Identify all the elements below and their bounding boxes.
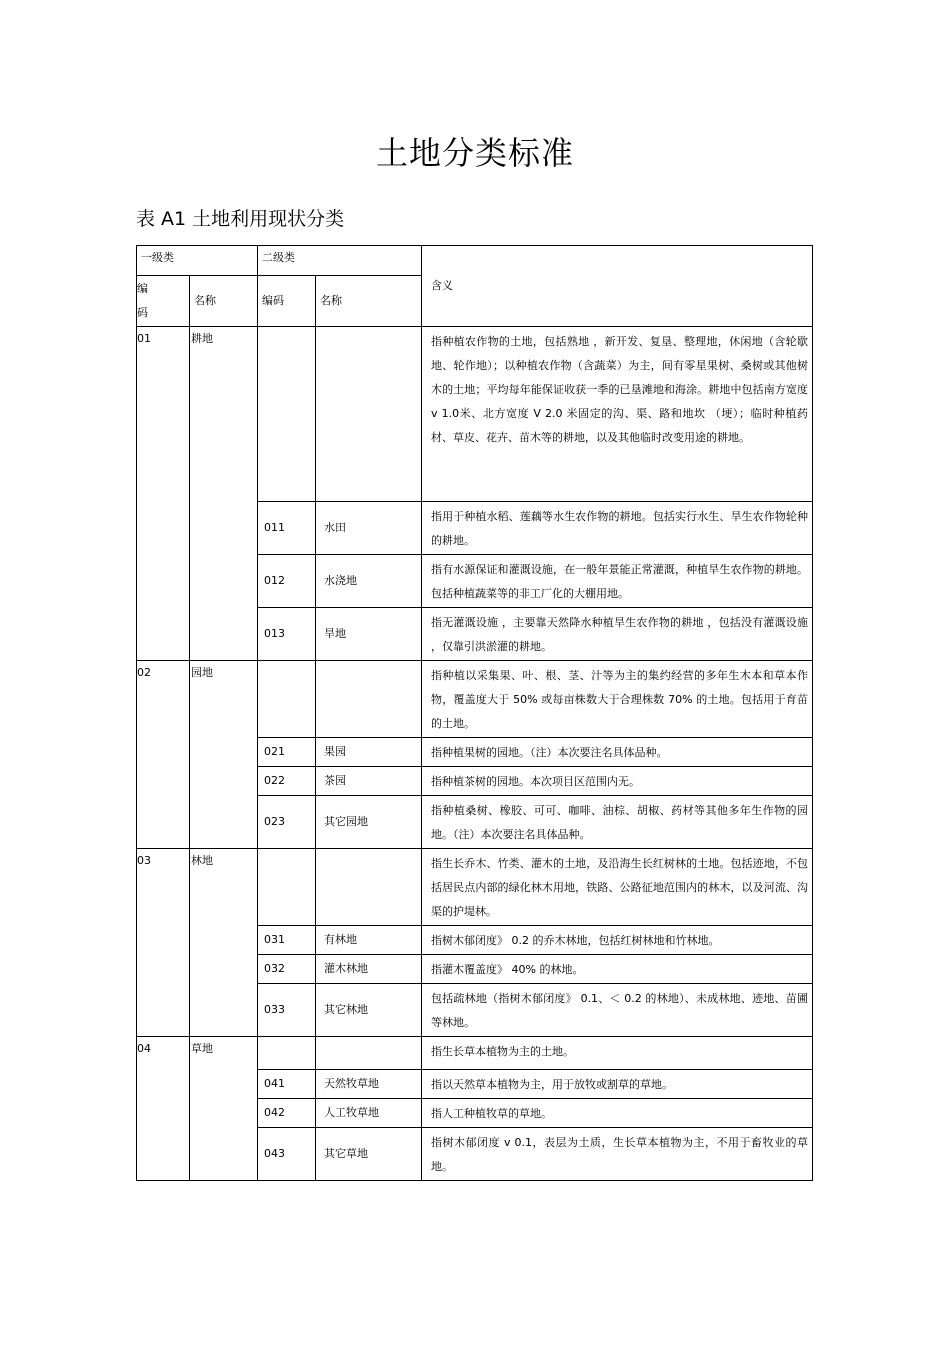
level2-description: 指以天然草本植物为主，用于放牧或割草的草地。	[422, 1070, 813, 1099]
header-meaning: 含义	[422, 246, 813, 327]
level2-name: 果园	[316, 738, 422, 767]
level2-description: 指灌木覆盖度》 40% 的林地。	[422, 955, 813, 984]
level2-description: 指种植桑树、橡胶、可可、咖啡、油棕、胡椒、药材等其他多年生作物的园地。（注）本次要注名具体品种。	[422, 796, 813, 849]
table-row	[137, 849, 813, 926]
level2-code: 011	[258, 502, 316, 555]
table-row	[137, 327, 813, 502]
level2-name-empty	[316, 849, 422, 926]
level1-name: 草地	[190, 1037, 258, 1181]
level2-description: 指有水源保证和灌溉设施，在一般年景能正常灌溉，种植旱生农作物的耕地。包括种植蔬菜等的非工厂化的大棚用地。	[422, 555, 813, 608]
page-title: 土地分类标准	[375, 134, 574, 172]
level2-code: 012	[258, 555, 316, 608]
level2-code: 042	[258, 1099, 316, 1128]
level2-name: 水浇地	[316, 555, 422, 608]
level2-code: 021	[258, 738, 316, 767]
level2-description: 指树木郁闭度》 0.2 的乔木林地，包括红树林地和竹林地。	[422, 926, 813, 955]
level2-description: 指树木郁闭度 v 0.1，表层为土质，生长草本植物为主，不用于畜牧业的草地。	[422, 1128, 813, 1181]
header-row	[137, 246, 813, 276]
header-level1-name: 名称	[190, 276, 258, 327]
header-level1: 一级类	[137, 246, 258, 276]
level1-description: 指种植以采集果、叶、根、茎、汁等为主的集约经营的多年生木本和草本作物，覆盖度大于 50% 或每亩株数大于合理株数 70% 的土地。包括用于育苗的土地。	[422, 661, 813, 738]
level1-code: 03	[137, 849, 190, 1037]
table-row	[137, 1037, 813, 1070]
level2-name: 人工牧草地	[316, 1099, 422, 1128]
level2-name: 灌木林地	[316, 955, 422, 984]
level2-name-empty	[316, 1037, 422, 1070]
level2-name: 其它草地	[316, 1128, 422, 1181]
level1-name: 园地	[190, 661, 258, 849]
level2-code: 013	[258, 608, 316, 661]
level2-name: 旱地	[316, 608, 422, 661]
level2-code: 023	[258, 796, 316, 849]
level2-code: 022	[258, 767, 316, 796]
level2-description: 包括疏林地（指树木郁闭度》 0.1、＜ 0.2 的林地）、未成林地、迹地、苗圃等林地。	[422, 984, 813, 1037]
level2-description: 指种植果树的园地。（注）本次要注名具体品种。	[422, 738, 813, 767]
header-level2-code: 编码	[258, 276, 316, 327]
level2-code-empty	[258, 849, 316, 926]
header-level1-code: 编 码	[137, 276, 190, 327]
header-level2-name: 名称	[316, 276, 422, 327]
level2-name: 有林地	[316, 926, 422, 955]
level1-name: 林地	[190, 849, 258, 1037]
header-level2: 二级类	[258, 246, 422, 276]
land-classification-table	[136, 245, 813, 1181]
level2-name: 其它园地	[316, 796, 422, 849]
level1-code: 02	[137, 661, 190, 849]
level1-code: 01	[137, 327, 190, 661]
level2-name: 水田	[316, 502, 422, 555]
level2-name-empty	[316, 327, 422, 502]
level2-code-empty	[258, 661, 316, 738]
level2-code: 031	[258, 926, 316, 955]
level2-name: 天然牧草地	[316, 1070, 422, 1099]
level1-description: 指生长乔木、竹类、灌木的土地，及沿海生长红树林的土地。包括迹地，不包括居民点内部的绿化林木用地，铁路、公路征地范围内的林木，以及河流、沟渠的护堤林。	[422, 849, 813, 926]
level2-description: 指种植茶树的园地。本次项目区范围内无。	[422, 767, 813, 796]
table-row	[137, 661, 813, 738]
level2-code: 032	[258, 955, 316, 984]
level1-description: 指生长草本植物为主的土地。	[422, 1037, 813, 1070]
level2-code: 033	[258, 984, 316, 1037]
level2-code-empty	[258, 327, 316, 502]
level2-code: 043	[258, 1128, 316, 1181]
level2-description: 指人工种植牧草的草地。	[422, 1099, 813, 1128]
level2-name: 茶园	[316, 767, 422, 796]
level2-name: 其它林地	[316, 984, 422, 1037]
level1-description: 指种植农作物的土地，包括熟地 ，新开发、复垦、整理地，休闲地（含轮歇地、轮作地）；以种植农作物（含蔬菜）为主，间有零星果树、桑树或其他树木的土地；平均每年能保证收获一季的已垦滩地和海涂。耕地中包括南方宽度 v 1.0米、北方宽度 V 2.0 米固定的沟、渠、路和地坎 （埂）；临时种植药材、草皮、花卉、苗木等的耕地，以及其他临时改变用途的耕地。	[422, 327, 813, 502]
level2-code-empty	[258, 1037, 316, 1070]
table-caption: 表 A1 土地利用现状分类	[136, 208, 345, 230]
level2-description: 指用于种植水稻、莲藕等水生农作物的耕地。包括实行水生、旱生农作物轮种的耕地。	[422, 502, 813, 555]
level2-code: 041	[258, 1070, 316, 1099]
level2-name-empty	[316, 661, 422, 738]
level1-code: 04	[137, 1037, 190, 1181]
level2-description: 指无灌溉设施 ，主要靠天然降水种植旱生农作物的耕地 ，包括没有灌溉设施 ，仅靠引洪淤灌的耕地。	[422, 608, 813, 661]
level1-name: 耕地	[190, 327, 258, 661]
